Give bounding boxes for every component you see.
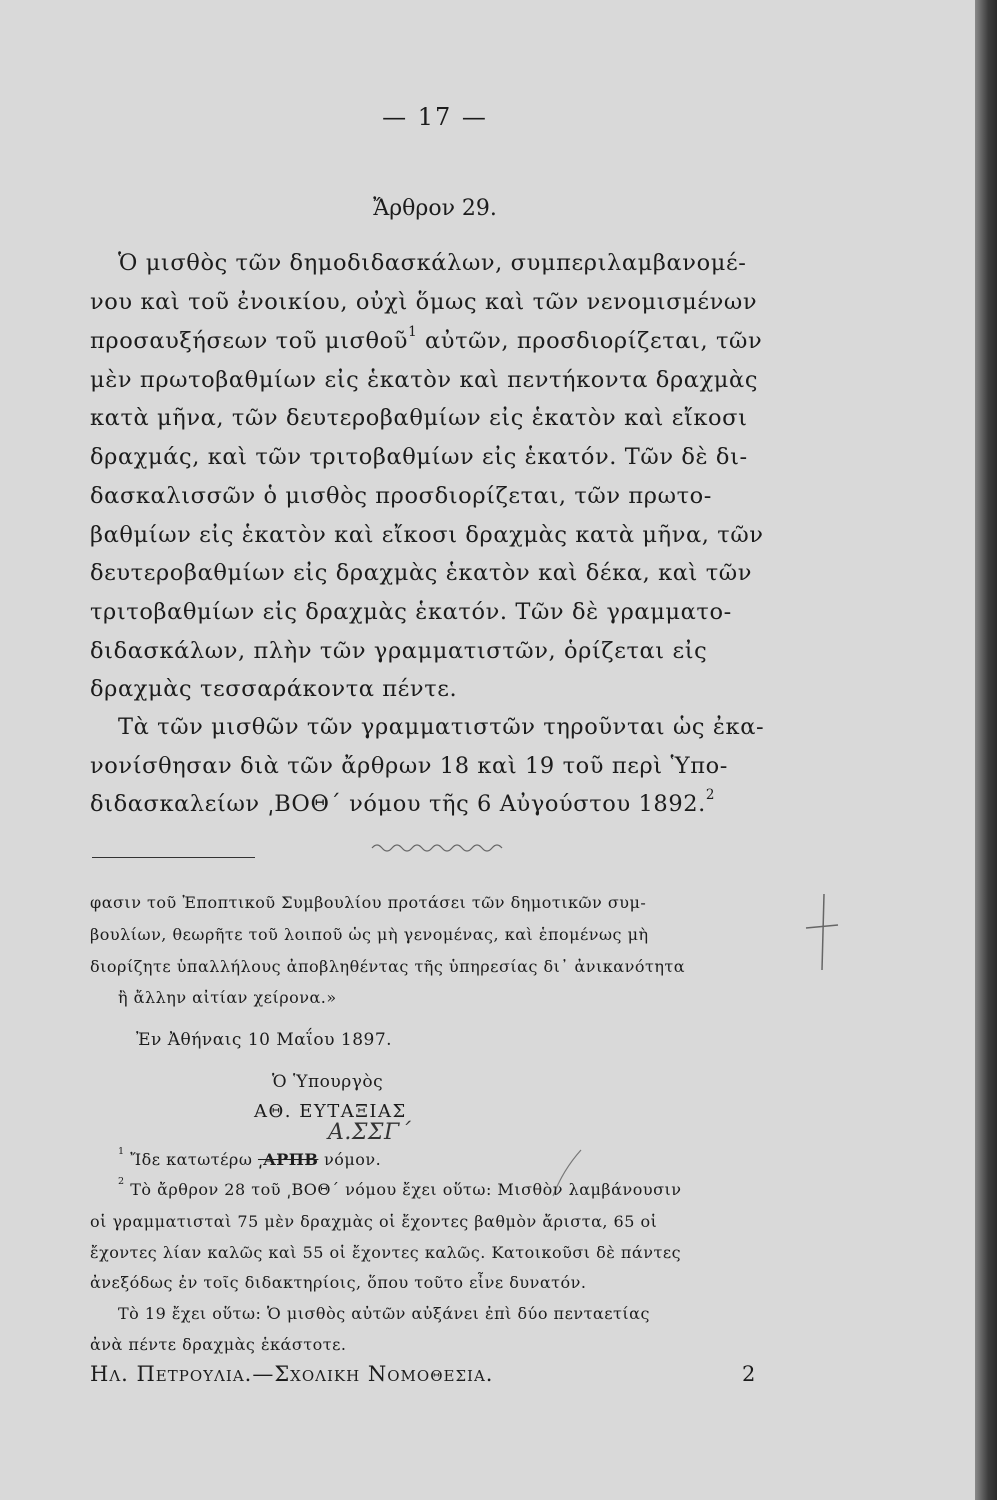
footnote-1 [118, 1146, 382, 1169]
signature-title: Ὁ Ὑπουργὸς [272, 1072, 384, 1092]
footnote-2-line-2: οἱ γραμματισταὶ 75 μὲν δραχμὰς οἱ ἔχοντες βαθμὸν ἄριστα, 65 οἱ [90, 1212, 658, 1231]
footnote-2-line-1: Τὸ ἄρθρον 28 τοῦ ͵ΒΟΘ΄ νόμου ἔχει οὕτω: Μισθὸν λαμβάνουσιν [130, 1180, 682, 1199]
body-line-2: νου καὶ τοῦ ἐνοικίου, οὐχὶ ὅμως καὶ τῶν νενομισμένων [90, 289, 758, 315]
signature-name: ΑΘ. ΕΥΤΑΞΙΑΣ [254, 1101, 407, 1122]
body-line-3-text: προσαυξήσεων τοῦ μισθοῦ [90, 328, 409, 354]
continuation-line-1: φασιν τοῦ Ἐποπτικοῦ Συμβουλίου προτάσει τῶν δημοτικῶν συμ- [90, 893, 647, 912]
footnote-rule [92, 857, 255, 858]
wavy-pencil-mark [370, 840, 510, 856]
body-line-7: δασκαλισσῶν ὁ μισθὸς προσδιορίζεται, τῶν πρωτο- [90, 483, 712, 509]
body-line-1: Ὁ μισθὸς τῶν δημοδιδασκάλων, συμπεριλαμβανομέ- [118, 250, 747, 276]
body-line-3-tail: αὐτῶν, προσδιορίζεται, τῶν [417, 328, 763, 354]
page-number: — 17 — [382, 103, 488, 131]
footnote-2-line-5: Τὸ 19 ἔχει οὕτω: Ὁ μισθὸς αὐτῶν αὐξάνει ἐπὶ δύο πενταετίας [118, 1304, 650, 1323]
continuation-line-4: ἢ ἄλλην αἰτίαν χείρονα.» [118, 988, 337, 1007]
article-heading: Ἄρθρον 29. [373, 196, 497, 221]
body-line-11: διδασκάλων, πλὴν τῶν γραμματιστῶν, ὁρίζεται εἰς [90, 638, 708, 664]
body-line-15 [90, 787, 716, 817]
body-line-4: μὲν πρωτοβαθμίων εἰς ἑκατὸν καὶ πεντήκοντα δραχμὰς [90, 367, 759, 393]
continuation-line-2: βουλίων, θεωρῆτε τοῦ λοιποῦ ὡς μὴ γενομένας, καὶ ἑπομένως μὴ [90, 925, 649, 944]
body-line-13: Τὰ τῶν μισθῶν τῶν γραμματιστῶν τηροῦνται ὡς ἐκα- [118, 714, 765, 740]
margin-cross-mark [800, 892, 840, 972]
footnote-ref-1: 1 [408, 324, 418, 340]
body-line-3 [90, 324, 763, 354]
footnote-1-prefix: Ἴδε κατωτέρω [130, 1150, 253, 1169]
continuation-line-3: διορίζητε ὑπαλλήλους ἀποβληθέντας τῆς ὑπηρεσίας δι᾿ ἀνικανότητα [90, 957, 686, 976]
body-line-15-text: διδασκαλείων ͵ΒΟΘ΄ νόμου τῆς 6 Αὐγούστου 1892. [90, 791, 706, 817]
body-line-8: βαθμίων εἰς ἑκατὸν καὶ εἴκοσι δραχμὰς κατὰ μῆνα, τῶν [90, 522, 764, 548]
signature-mark: 2 [742, 1362, 757, 1386]
footnote-2 [118, 1176, 682, 1199]
footnote-2-marker: 2 [118, 1176, 125, 1187]
date-line: Ἐν Ἀθήναις 10 Μαΐου 1897. [136, 1030, 393, 1050]
body-line-9: δευτεροβαθμίων εἰς δραχμὰς ἑκατὸν καὶ δέκα, καὶ τῶν [90, 560, 752, 586]
footnote-2-line-3: ἔχοντες λίαν καλῶς καὶ 55 οἱ ἔχοντες καλῶς. Κατοικοῦσι δὲ πάντες [90, 1243, 682, 1262]
body-line-12: δραχμὰς τεσσαράκοντα πέντε. [90, 676, 458, 702]
footnote-ref-2: 2 [705, 787, 716, 803]
footnote-2-line-6: ἀνὰ πέντε δραχμὰς ἑκάστοτε. [90, 1335, 347, 1354]
handwritten-annotation: Α.ΣΣΓ΄ [328, 1120, 412, 1145]
body-line-14: νονίσθησαν διὰ τῶν ἄρθρων 18 καὶ 19 τοῦ περὶ Ὑπο- [90, 753, 728, 779]
footnote-1-suffix: νόμον. [323, 1150, 382, 1169]
footnote-1-struck: ͵ΑΡΠΒ [257, 1150, 319, 1169]
body-line-6: δραχμάς, καὶ τῶν τριτοβαθμίων εἰς ἑκατόν. Τῶν δὲ δι- [90, 444, 748, 470]
footnote-2-line-4: ἀνεξόδως ἐν τοῖς διδακτηρίοις, ὅπου τοῦτο εἶνε δυνατόν. [90, 1273, 587, 1292]
body-line-10: τριτοβαθμίων εἰς δραχμὰς ἑκατόν. Τῶν δὲ γραμματο- [90, 599, 732, 625]
footnote-1-marker: 1 [118, 1146, 125, 1157]
body-line-5: κατὰ μῆνα, τῶν δευτεροβαθμίων εἰς ἑκατὸν καὶ εἴκοσι [90, 405, 748, 431]
running-footer: Ηλ. Πετρουλια.—Σχολικη Νομοθεσια. [90, 1362, 494, 1386]
page-edge [975, 0, 997, 1500]
